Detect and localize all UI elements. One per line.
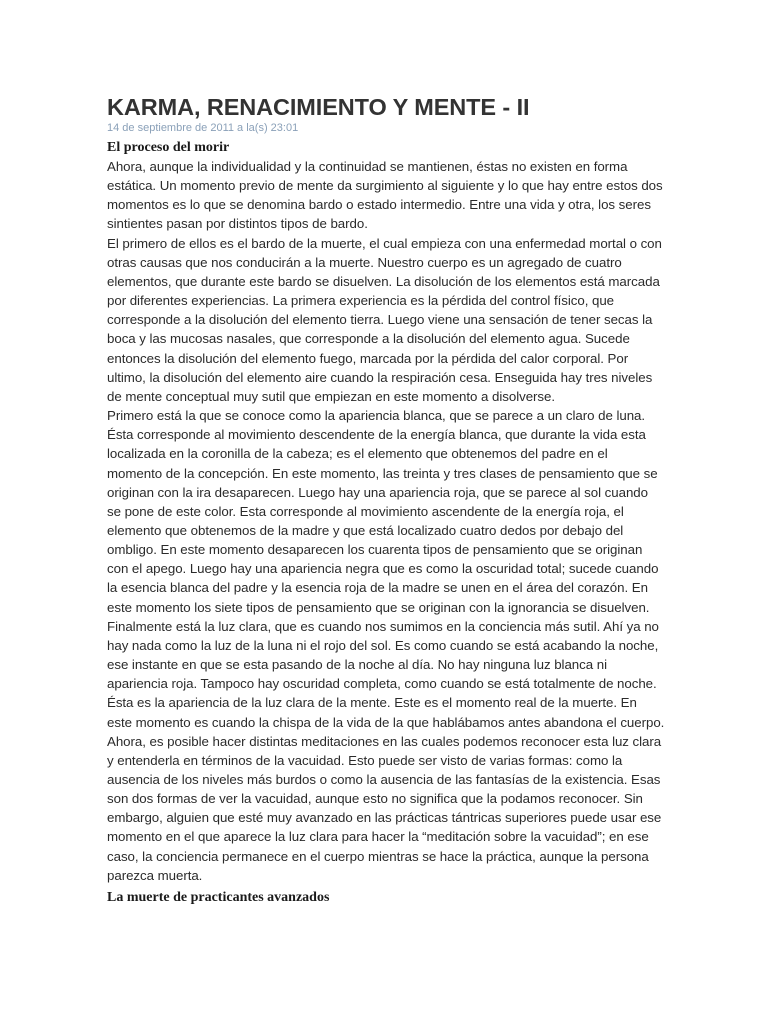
paragraph: Primero está la que se conoce como la apariencia blanca, que se parece a un claro de luna. Ésta corresponde al movimiento descendente de la energía blanca, que durante la vida esta localizada en la coronilla de la cabeza; es el elemento que obtenemos del padre en el momento de la concepción. En este momento, las treinta y tres clases de pensamiento que se originan con la ira desaparecen. Luego hay una apariencia roja, que se parece al sol cuando se pone de este color. Esta corresponde al movimiento ascendente de la energía roja, el elemento que obtenemos de la madre y que está localizado cuatro dedos por debajo del ombligo. En este momento desaparecen los cuarenta tipos de pensamiento que se originan con el apego. Luego hay una apariencia negra que es como la oscuridad total; sucede cuando la esencia blanca del padre y la esencia roja de la madre se unen en el área del corazón. En este momento los siete tipos de pensamiento que se originan con la ignorancia se disuelven.	[107, 408, 659, 615]
post-date: 14 de septiembre de 2011 a la(s) 23:01	[107, 122, 299, 134]
paragraph: Ahora, aunque la individualidad y la continuidad se mantienen, éstas no existen en forma estática. Un momento previo de mente da surgimiento al siguiente y lo que hay entre estos dos momentos es lo que se denomina bardo o estado intermedio. Entre una vida y otra, los seres sintientes pasan por distintos tipos de bardo.	[107, 159, 663, 232]
section-heading-proceso: El proceso del morir	[107, 140, 230, 155]
paragraph: Ahora, es posible hacer distintas meditaciones en las cuales podemos reconocer esta luz clara y entenderla en términos de la vacuidad. Esto puede ser visto de varias formas: como la ausencia de los niveles más burdos o como la ausencia de las fantasías de la existencia. Esas son dos formas de ver la vacuidad, aunque esto no significa que la podamos reconocer. Sin embargo, alguien que esté muy avanzado en las prácticas tántricas superiores puede usar ese momento en el que aparece la luz clara para hacer la “meditación sobre la vacuidad”; en ese caso, la conciencia permanece en el cuerpo mientras se hace la práctica, aunque la persona parezca muerta.	[107, 733, 662, 883]
paragraph: El primero de ellos es el bardo de la muerte, el cual empieza con una enfermedad mortal o con otras causas que nos conducirán a la muerte. Nuestro cuerpo es un agregado de cuatro elementos, que durante este bardo se disuelven. La disolución de los elementos está marcada por diferentes experiencias. La primera experiencia es la pérdida del control físico, que corresponde a la disolución del elemento tierra. Luego viene una sensación de tener secas la boca y las mucosas nasales, que corresponde a la disolución del elemento agua. Sucede entonces la disolución del elemento fuego, marcada por la pérdida del calor corporal. Por ultimo, la disolución del elemento aire cuando la respiración cesa. Enseguida hay tres niveles de mente conceptual muy sutil que empiezan en este momento a disolverse.	[107, 235, 662, 404]
paragraph: Finalmente está la luz clara, que es cuando nos sumimos en la conciencia más sutil. Ahí ya no hay nada como la luz de la luna ni el rojo del sol. Es como cuando se está acabando la noche, ese instante en que se esta pasando de la noche al día. No hay ninguna luz blanca ni apariencia roja. Tampoco hay oscuridad completa, como cuando se está totalmente de noche. Ésta es la apariencia de la luz clara de la mente. Este es el momento real de la muerte. En este momento es cuando la chispa de la vida de la que hablábamos antes abandona el cuerpo.	[107, 618, 665, 730]
article	[107, 93, 665, 907]
article-title: KARMA, RENACIMIENTO Y MENTE - II	[107, 94, 530, 120]
section-heading-practicantes: La muerte de practicantes avanzados	[107, 889, 330, 905]
